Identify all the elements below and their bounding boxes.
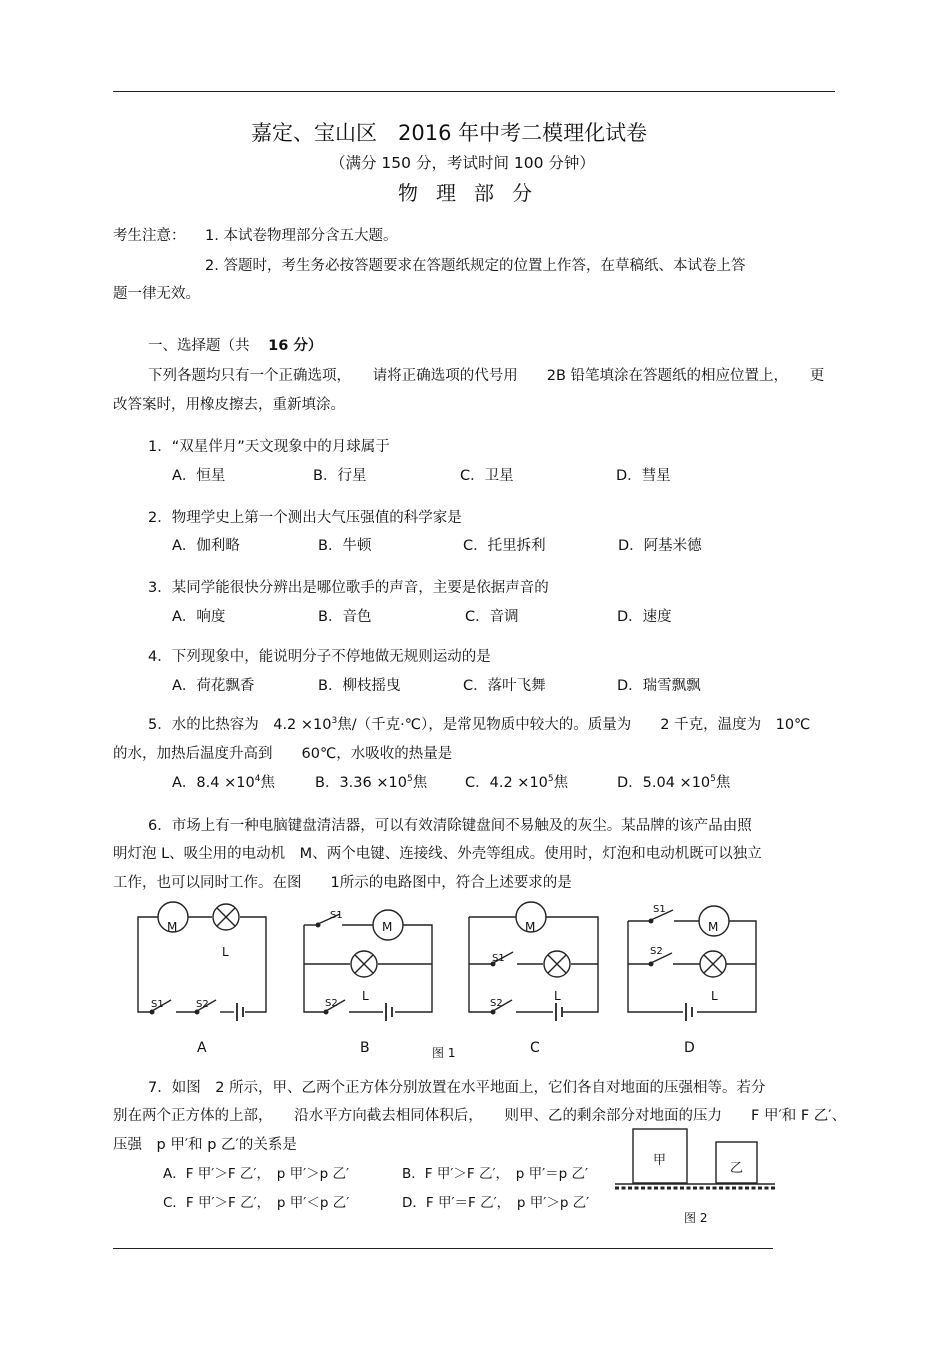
question-4-option-d: D．瑞雪飘飘 [617,678,701,694]
notice-item-2: 2. 答题时，考生务必按答题要求在答题纸规定的位置上作答，在草稿纸、本试卷上答 [205,258,746,274]
q5-d-unit: 焦 [715,775,731,791]
question-5-stem [148,713,810,734]
circuit-a-lamp-label: L [222,945,229,959]
circuit-c-s2-label: S2 [490,998,503,1009]
question-1-option-d: D．彗星 [616,468,671,484]
question-4-option-c: C．落叶飞舞 [463,678,546,694]
question-4-option-b: B．柳枝摇曳 [318,678,401,694]
section-1-heading-prefix: 一、选择题（共 [148,338,250,354]
section-1-intro-cont: 改答案时，用橡皮擦去，重新填涂。 [113,397,345,413]
top-rule [113,91,835,92]
q5-c-mantissa: C．4.2 ×10 [465,775,548,791]
circuit-d [628,906,756,1021]
section-1-heading-score: 16 分） [268,338,323,354]
question-7-stem: 7．如图 2 所示，甲、乙两个正方体分别放置在水平地面上，它们各自对地面的压强相等。若分 [148,1080,766,1096]
notice-item-1: 1. 本试卷物理部分含五大题。 [205,228,398,244]
q5-d-mantissa: D．5.04 ×10 [617,775,711,791]
notice-item-2-cont: 题一律无效。 [113,286,200,302]
circuit-d-s1-label: S1 [653,904,666,915]
figure-2-cubes [600,1120,800,1230]
question-3-option-d: D．速度 [617,609,672,625]
circuit-c-lamp-label: L [554,989,561,1003]
figure-1-label-d: D [684,1040,695,1056]
notice-label: 考生注意： [113,228,186,244]
figure-1-caption: 图 1 [432,1046,456,1060]
question-6-stem-cont-1: 明灯泡 L、吸尘用的电动机 M、两个电键、连接线、外壳等组成。使用时，灯泡和电动机既可以独立 [113,846,762,862]
question-2-option-b: B．牛顿 [318,538,372,554]
figure-1-label-c: C [530,1040,540,1056]
q5-a-unit: 焦 [260,775,275,791]
question-5-stem-cont: 的水，加热后温度升高到 60℃，水吸收的热量是 [113,746,453,762]
section-1-intro: 下列各题均只有一个正确选项， 请将正确选项的代号用 2B 铅笔填涂在答题纸的相应位置上， 更 [148,368,825,384]
circuit-d-lamp-label: L [711,989,718,1003]
cube-yi-label: 乙 [730,1161,744,1176]
question-1-option-a: A．恒星 [172,468,226,484]
exam-subtitle: （满分 150 分，考试时间 100 分钟） [330,154,595,172]
question-7-option-c: C．F 甲′＞F 乙′， p 甲′＜p 乙′ [163,1195,350,1211]
q5-b-unit: 焦 [412,775,428,791]
section-1-heading [148,334,322,355]
circuit-a-s1-label: S1 [151,999,164,1010]
question-5-option-c [465,771,568,792]
figure-1-circuits [0,890,950,1065]
q5-c-exponent: 5 [547,774,554,785]
q5-b-exponent: 5 [406,774,413,785]
question-7-stem-cont-2: 压强 p 甲′和 p 乙′的关系是 [113,1137,297,1153]
question-6-stem-cont-2: 工作，也可以同时工作。在图 1所示的电路图中，符合上述要求的是 [113,875,572,891]
q5-c-unit: 焦 [553,775,569,791]
figure-2-caption: 图 2 [684,1211,708,1225]
exam-title: 嘉定、宝山区 2016 年中考二模理化试卷 [251,121,648,145]
question-3-option-b: B．音色 [318,609,372,625]
circuit-d-s2-label: S2 [650,946,663,957]
circuit-b-s1-label: S1 [330,910,343,921]
question-2-option-a: A．伽利略 [172,538,240,554]
section-title: 物理部分 [398,181,550,205]
question-2-stem: 2．物理学史上第一个测出大气压强值的科学家是 [148,510,462,526]
circuit-a-motor-label: M [167,920,178,934]
q5-a-exponent: 4 [254,774,261,785]
question-3-stem: 3．某同学能很快分辨出是哪位歌手的声音，主要是依据声音的 [148,580,549,596]
question-7-option-d: D．F 甲′＝F 乙′， p 甲′＞p 乙′ [402,1195,590,1211]
question-3-option-c: C．音调 [465,609,519,625]
figure-1-label-a: A [197,1040,207,1056]
question-1-option-b: B．行星 [313,468,367,484]
question-5-option-b [315,771,427,792]
q5-d-exponent: 5 [710,774,716,785]
question-7-option-a: A．F 甲′＞F 乙′， p 甲′＞p 乙′ [163,1166,350,1182]
circuit-b-lamp-label: L [362,989,369,1003]
question-2-option-d: D．阿基米德 [618,538,702,554]
question-3-option-a: A．响度 [172,609,226,625]
q5-stem-part1: 5．水的比热容为 4.2 ×10 [148,717,332,733]
q5-b-mantissa: B．3.36 ×10 [315,775,407,791]
q5-a-mantissa: A．8.4 ×10 [172,775,255,791]
question-5-option-a [172,771,275,792]
q5-stem-part2: 焦/（千克·℃），是常见物质中较大的。质量为 2 千克，温度为 10℃ [337,717,811,733]
circuit-b [304,910,432,1021]
cube-jia-label: 甲 [653,1153,667,1168]
circuit-b-s2-label: S2 [325,998,338,1009]
question-7-stem-cont-1: 别在两个正方体的上部， 沿水平方向截去相同体积后， 则甲、乙的剩余部分对地面的压力 F 甲′和 F 乙′、 [113,1108,847,1124]
question-4-option-a: A．荷花飘香 [172,678,255,694]
question-1-stem: 1．“双星伴月”天文现象中的月球属于 [148,439,390,455]
q5-stem-exponent: 3 [331,716,338,727]
circuit-a-s2-label: S2 [196,999,209,1010]
circuit-c-motor-label: M [525,920,536,934]
question-7-option-b: B．F 甲′＞F 乙′， p 甲′＝p 乙′ [402,1166,589,1182]
question-6-stem: 6．市场上有一种电脑键盘清洁器，可以有效清除键盘间不易触及的灰尘。某品牌的该产品由照 [148,818,752,834]
question-2-option-c: C．托里拆利 [463,538,546,554]
question-4-stem: 4．下列现象中，能说明分子不停地做无规则运动的是 [148,649,491,665]
circuit-d-motor-label: M [708,920,719,934]
circuit-c-s1-label: S1 [492,953,505,964]
circuit-b-motor-label: M [382,920,393,934]
question-1-option-c: C．卫星 [460,468,514,484]
question-5-option-d [617,771,730,792]
bottom-rule [113,1248,773,1249]
figure-1-label-b: B [360,1040,370,1056]
